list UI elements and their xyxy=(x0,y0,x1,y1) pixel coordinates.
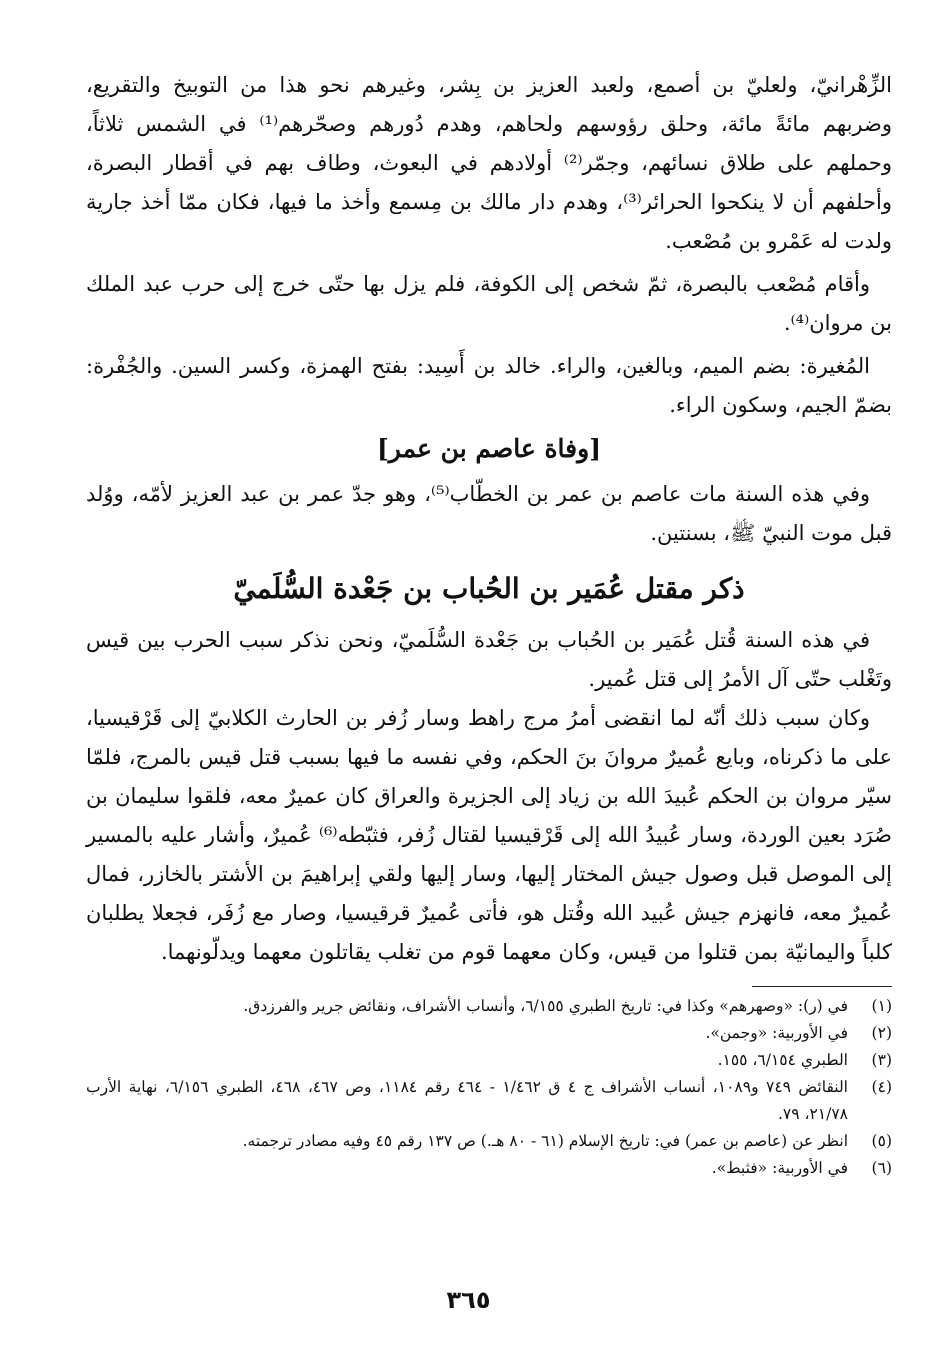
paragraph-2: وأقام مُصْعب بالبصرة، ثمّ شخص إلى الكوفة، فلم يزل بها حتّى خرج إلى حرب عبد الملك بن مروان⁽⁴⁾. xyxy=(86,272,892,335)
paragraph-4: وفي هذه السنة مات عاصم بن عمر بن الخطّاب⁽⁵⁾، وهو جدّ عمر بن عبد العزيز لأمّه، ووُلد قبل موت النبيّ ﷺ، بسنتين. xyxy=(86,482,892,545)
page-content xyxy=(86,66,892,1182)
footnote xyxy=(86,993,892,1020)
footnote-text: في (ر): «وصهرهم» وكذا في: تاريخ الطبري ٦/١٥٥، وأنساب الأشراف، ونقائض جرير والفرزدق. xyxy=(243,997,848,1015)
footnote-text: انظر عن (عاصم بن عمر) في: تاريخ الإسلام (٦١ - ٨٠ هـ.) ص ١٣٧ رقم ٤٥ وفيه مصادر ترجمته. xyxy=(242,1132,848,1150)
footnote-number: (٤) xyxy=(871,1078,892,1096)
footnote xyxy=(86,1128,892,1155)
footnote-text: الطبري ٦/١٥٤، ١٥٥. xyxy=(717,1051,848,1069)
footnote xyxy=(86,1155,892,1182)
page-number: ٣٦٥ xyxy=(446,1286,491,1314)
footnote-text: في الأوربية: «وجمن». xyxy=(705,1024,848,1042)
footnote-text: في الأوربية: «فثبط». xyxy=(711,1159,848,1177)
footnote xyxy=(86,1047,892,1074)
footnotes xyxy=(86,993,892,1182)
footnote-number: (٦) xyxy=(871,1159,892,1177)
section-title: [وفاة عاصم بن عمر] xyxy=(376,434,602,463)
paragraph-3: المُغيرة: بضم الميم، وبالغين، والراء. خالد بن أَسِيد: بفتح الهمزة، وكسر السين. والجُفْرة: بضمّ الجيم، وسكون الراء. xyxy=(86,354,892,417)
footnote-divider xyxy=(752,986,892,987)
paragraph-6: وكان سبب ذلك أنّه لما انقضى أمرُ مرج راهط وسار زُفر بن الحارث الكلابيّ إلى قَرْقيسيا، على ما ذكرناه، وبايع عُميرٌ مروانَ بنَ الحكم، وفي نفسه ما فيها بسبب قتل قيس بالمرج، فلمّا سيّر مروان بن الحكم عُبيدَ الله بن زياد إلى الجزيرة والعراق كان عميرٌ معه، فلقوا سليمان بن صُرَد بعين الوردة، وسار عُبيدُ الله إلى قَرْقيسيا لقتال زُفر، فثبّطه⁽⁶⁾ عُميرٌ، وأشار عليه بالمسير إلى الموصل قبل وصول جيش المختار إليها، وسار إليها ولقي إبراهيمَ بن الأشتر بالخازر، فمال عُميرٌ معه، فانهزم جيش عُبيد الله وقُتل هو، فأتى عُميرٌ قرقيسيا، وصار مع زُفَر، فجعلا يطلبان كلباً واليمانيّة بمن قتلوا من قيس، وكان معهما قوم من تغلب يقاتلون معهما ويدلّونهما. xyxy=(86,706,892,964)
footnote-number: (١) xyxy=(871,997,892,1015)
footnote xyxy=(86,1020,892,1047)
footnote-number: (٥) xyxy=(871,1132,892,1150)
footnote-text: النقائض ٧٤٩ و١٠٨٩، أنساب الأشراف ج ٤ ق ١/٤٦٢ - ٤٦٤ رقم ١١٨٤، وص ٤٦٧، ٤٦٨، الطبري ٦/١٥٦، نهاية الأرب ٢١/٧٨، ٧٩. xyxy=(86,1078,848,1123)
paragraph-5: في هذه السنة قُتل عُمَير بن الحُباب بن جَعْدة السُّلَميّ، ونحن نذكر سبب الحرب بين قيس وتَغْلب حتّى آل الأمرُ إلى قتل عُمير. xyxy=(86,628,892,691)
footnote-number: (٣) xyxy=(871,1051,892,1069)
footnote-number: (٢) xyxy=(871,1024,892,1042)
footnote xyxy=(86,1074,892,1128)
paragraph-1: الزِّهْرانيّ، ولعليّ بن أصمع، ولعبد العزيز بن بِشر، وغيرهم نحو هذا من التوبيخ والتقريع، وضربهم مائةً مائة، وحلق رؤوسهم ولحاهم، وهدم دُورهم وصحّرهم⁽¹⁾ في الشمس ثلاثاً، وحملهم على طلاق نسائهم، وجمّر⁽²⁾ أولادهم في البعوث، وطاف بهم في أقطار البصرة، وأحلفهم أن لا ينكحوا الحرائر⁽³⁾، وهدم دار مالك بن مِسمع وأخذ ما فيها، فكان ممّا أخذ جارية ولدت له عَمْرو بن مُصْعب. xyxy=(86,73,893,253)
chapter-title: ذكر مقتل عُمَير بن الحُباب بن جَعْدة السُّلَميّ xyxy=(233,572,745,605)
